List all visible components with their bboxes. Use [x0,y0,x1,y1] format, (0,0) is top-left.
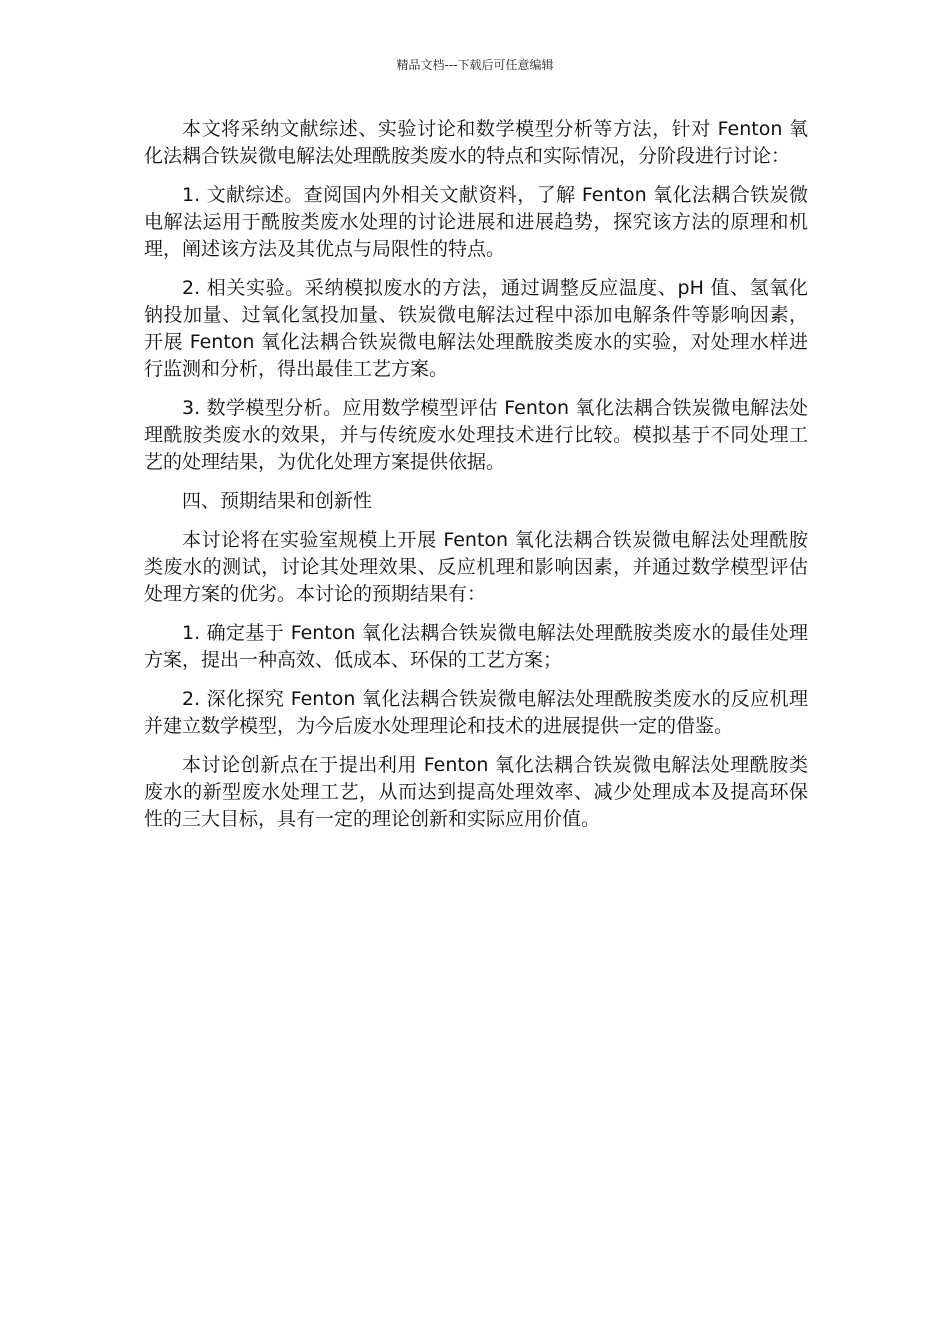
step-experiment: 2. 相关实验。采纳模拟废水的方法，通过调整反应温度、pH 值、氢氧化钠投加量、过氧化氢投加量、铁炭微电解法过程中添加电解条件等影响因素，开展 Fenton 氧化法耦合铁炭微电解法处理酰胺类废水的实验，对处理水样进行监测和分析，得出最佳工艺方案。 [144,277,808,380]
expected-results-intro: 本讨论将在实验室规模上开展 Fenton 氧化法耦合铁炭微电解法处理酰胺类废水的测试，讨论其处理效果、反应机理和影响因素，并通过数学模型评估处理方案的优劣。本讨论的预期结果有： [144,529,808,605]
section-heading-expected-results: 四、预期结果和创新性 [182,490,373,512]
expected-result-2: 2. 深化探究 Fenton 氧化法耦合铁炭微电解法处理酰胺类废水的反应机理并建立数学模型，为今后废水处理理论和技术的进展提供一定的借鉴。 [144,688,808,737]
intro-paragraph: 本文将采纳文献综述、实验讨论和数学模型分析等方法，针对 Fenton 氧化法耦合铁炭微电解法处理酰胺类废水的特点和实际情况，分阶段进行讨论： [144,118,808,167]
expected-result-1: 1. 确定基于 Fenton 氧化法耦合铁炭微电解法处理酰胺类废水的最佳处理方案，提出一种高效、低成本、环保的工艺方案； [144,622,808,671]
step-literature-review: 1. 文献综述。查阅国内外相关文献资料，了解 Fenton 氧化法耦合铁炭微电解法运用于酰胺类废水处理的讨论进展和进展趋势，探究该方法的原理和机理，阐述该方法及其优点与局限性的特点。 [144,184,808,260]
page-header: 精品文档---下载后可任意编辑 [396,58,554,72]
innovation-paragraph: 本讨论创新点在于提出利用 Fenton 氧化法耦合铁炭微电解法处理酰胺类废水的新型废水处理工艺，从而达到提高处理效率、减少处理成本及提高环保性的三大目标，具有一定的理论创新和实际应用价值。 [144,754,808,830]
step-math-model: 3. 数学模型分析。应用数学模型评估 Fenton 氧化法耦合铁炭微电解法处理酰胺类废水的效果，并与传统废水处理技术进行比较。模拟基于不同处理工艺的处理结果，为优化处理方案提供依据。 [144,397,808,473]
document-body [144,116,808,845]
